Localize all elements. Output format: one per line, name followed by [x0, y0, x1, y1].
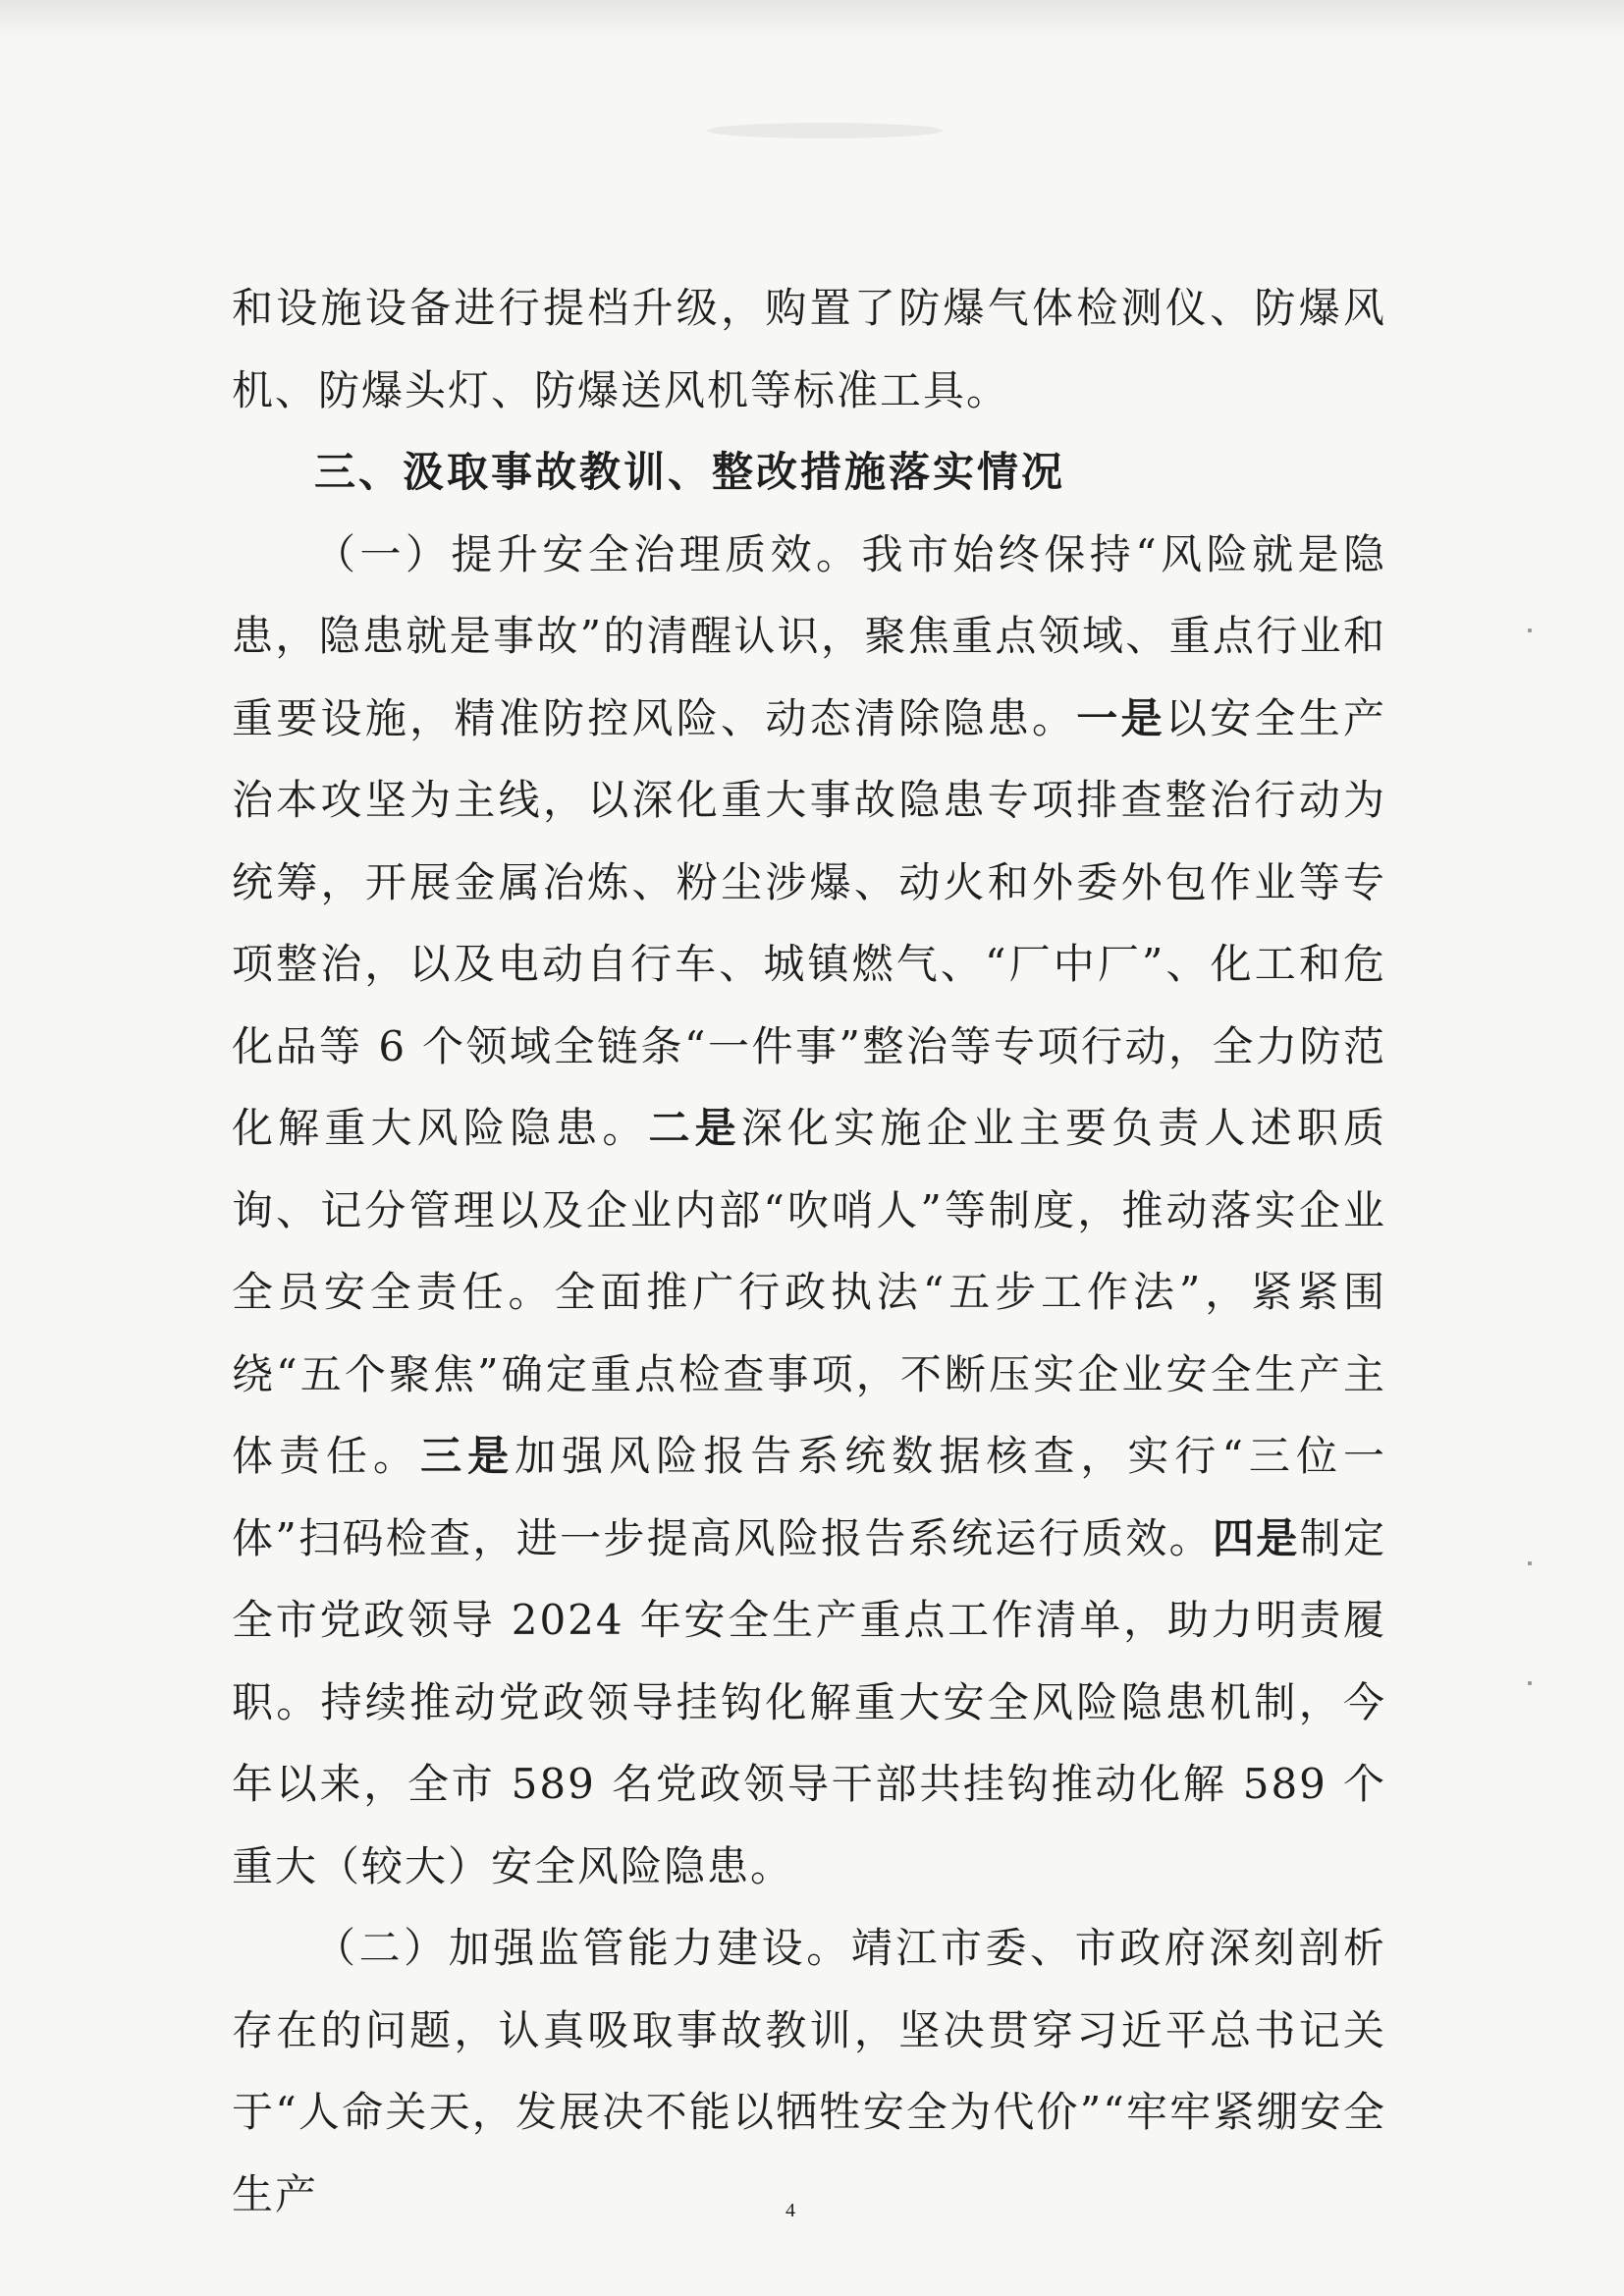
body-paragraph: [232, 267, 1386, 431]
body-paragraph: [232, 514, 1386, 1908]
bold-marker: 三、汲取事故教训、整改措施落实情况: [314, 448, 1066, 496]
paragraph-text: （一）提升安全治理质效。我市始终保持“风险就是隐患，隐患就是事故”的清醒认识，聚焦重点领域、重点行业和重要设施，精准防控风险、动态清除隐患。: [232, 529, 1386, 742]
page-number: 4: [785, 2200, 795, 2221]
body-paragraph: [232, 1907, 1386, 2235]
scan-speck: [1528, 629, 1532, 632]
bold-marker: 二是: [648, 1104, 741, 1152]
section-heading: [232, 431, 1386, 514]
paragraph-text: 制定全市党政领导 2024 年安全生产重点工作清单，助力明责履职。持续推动党政领导挂钩化解重大安全风险隐患机制，今年以来，全市 589 名党政领导干部共挂钩推动化解 589 个重大（较大）安全风险隐患。: [232, 1513, 1386, 1890]
paragraph-text: （二）加强监管能力建设。靖江市委、市政府深刻剖析存在的问题，认真吸取事故教训，坚决贯穿习近平总书记关于“人命关天，发展决不能以牺牲安全为代价”“牢牢紧绷安全生产: [232, 1924, 1386, 2218]
scan-bleed-through-mark: [707, 123, 943, 138]
paragraph-text: 和设施设备进行提档升级，购置了防爆气体检测仪、防爆风机、防爆头灯、防爆送风机等标准工具。: [232, 284, 1386, 414]
scan-shadow-top: [0, 0, 1624, 39]
scan-speck: [1528, 1561, 1532, 1565]
paragraph-text: 以安全生产治本攻坚为主线，以深化重大事故隐患专项排查整治行动为统筹，开展金属冶炼、粉尘涉爆、动火和外委外包作业等专项整治，以及电动自行车、城镇燃气、“厂中厂”、化工和危化品等 6 个领域全链条“一件事”整治等专项行动，全力防范化解重大风险隐患。: [232, 693, 1386, 1152]
bold-marker: 四是: [1212, 1513, 1300, 1562]
paragraph-text: 深化实施企业主要负责人述职质询、记分管理以及企业内部“吹哨人”等制度，推动落实企业全员安全责任。全面推广行政执法“五步工作法”，紧紧围绕“五个聚焦”确定重点检查事项，不断压实企业安全生产主体责任。: [232, 1104, 1386, 1480]
bold-marker: 三是: [420, 1432, 515, 1480]
bold-marker: 一是: [1076, 693, 1165, 742]
document-body: [232, 267, 1386, 2235]
scan-speck: [1528, 1681, 1532, 1685]
paragraph-text: 加强风险报告系统数据核查，实行“三位一体”扫码检查，进一步提高风险报告系统运行质效。: [232, 1432, 1386, 1562]
